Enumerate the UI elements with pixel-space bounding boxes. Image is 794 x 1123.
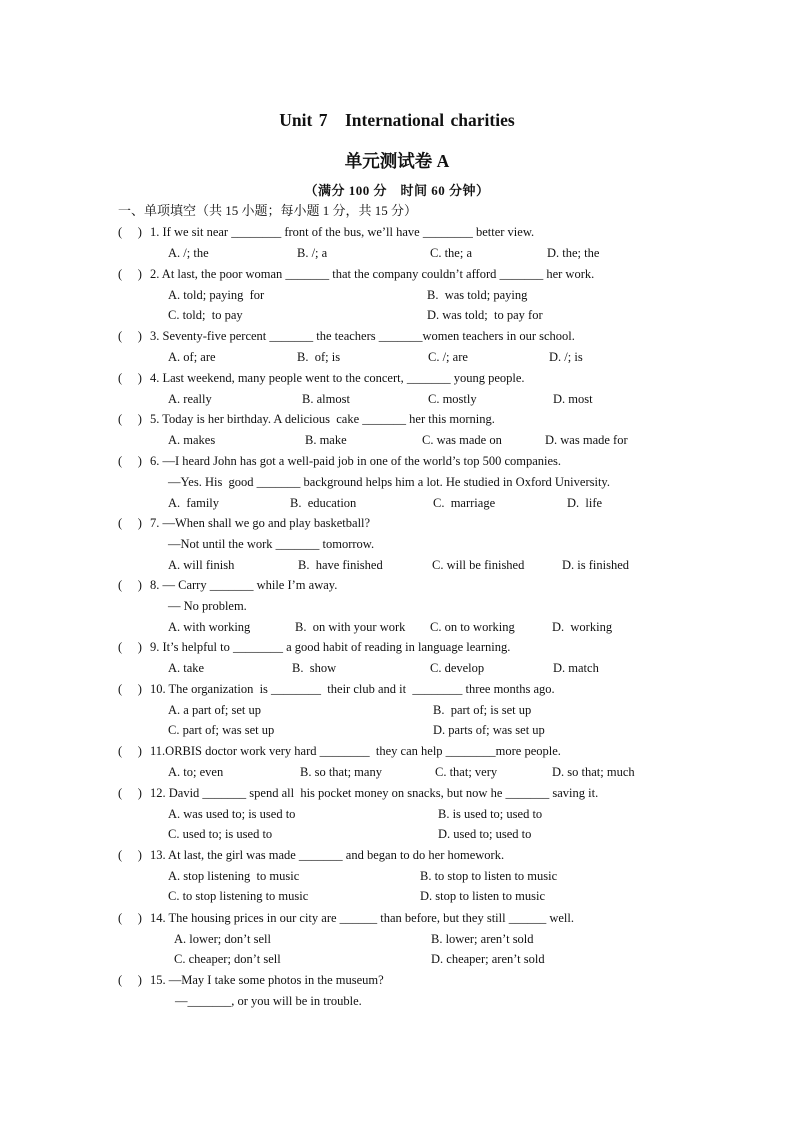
question-stem	[118, 743, 561, 759]
question-stem	[118, 639, 510, 655]
answer-option[interactable]: A. with working	[168, 620, 251, 634]
question-stem	[118, 411, 495, 427]
question-stem	[118, 785, 598, 801]
question-stem	[118, 972, 384, 988]
question-stem	[118, 370, 525, 386]
score-time-info: （满分 100 分 时间 60 分钟）	[304, 183, 490, 198]
question-stem	[118, 515, 370, 531]
answer-option[interactable]: A. take	[168, 661, 205, 675]
answer-bracket[interactable]: ( )	[118, 225, 142, 239]
answer-option[interactable]: C. /; are	[428, 350, 468, 364]
question-text: 6. —I heard John has got a well-paid job in one of the world’s top 500 companies.	[150, 454, 562, 468]
answer-option[interactable]: D. used to; used to	[438, 827, 532, 841]
answer-option[interactable]: A. was used to; is used to	[168, 807, 296, 821]
answer-option[interactable]: B. was told; paying	[427, 288, 528, 302]
answer-option[interactable]: D. is finished	[562, 558, 630, 572]
answer-option[interactable]: C. was made on	[422, 433, 502, 447]
answer-option[interactable]: D. life	[567, 496, 603, 510]
answer-option[interactable]: B. lower; aren’t sold	[431, 932, 534, 946]
answer-option[interactable]: C. the; a	[430, 246, 473, 260]
test-subtitle: 单元测试卷 A	[344, 151, 450, 171]
answer-option[interactable]: B. almost	[302, 392, 350, 406]
answer-option[interactable]: D. was told; to pay for	[427, 308, 543, 322]
answer-option[interactable]: A. to; even	[168, 765, 224, 779]
answer-option[interactable]: A. makes	[168, 433, 216, 447]
answer-option[interactable]: A. will finish	[168, 558, 235, 572]
answer-option[interactable]: C. develop	[430, 661, 485, 675]
answer-option[interactable]: C. cheaper; don’t sell	[174, 952, 281, 966]
answer-option[interactable]: C. mostly	[428, 392, 477, 406]
question-text: 3. Seventy-five percent _______ the teachers _______women teachers in our school.	[150, 329, 575, 343]
answer-bracket[interactable]: ( )	[118, 640, 142, 654]
answer-option[interactable]: D. most	[553, 392, 593, 406]
answer-option[interactable]: B. part of; is set up	[433, 703, 532, 717]
answer-bracket[interactable]: ( )	[118, 516, 142, 530]
answer-option[interactable]: A. really	[168, 392, 212, 406]
answer-option[interactable]: A. /; the	[168, 246, 209, 260]
answer-option[interactable]: D. working	[552, 620, 613, 634]
question-stem	[118, 681, 555, 697]
question-text: 13. At last, the girl was made _______ and began to do her homework.	[150, 848, 505, 862]
question-stem	[118, 328, 575, 344]
answer-option[interactable]: A. lower; don’t sell	[174, 932, 271, 946]
answer-option[interactable]: C. that; very	[435, 765, 498, 779]
question-stem	[118, 266, 594, 282]
question-text: 15. —May I take some photos in the museum?	[150, 973, 384, 987]
answer-option[interactable]: A. a part of; set up	[168, 703, 262, 717]
answer-option[interactable]: B. so that; many	[300, 765, 382, 779]
question-stem	[118, 910, 574, 926]
answer-option[interactable]: A. told; paying for	[168, 288, 265, 302]
answer-option[interactable]: D. was made for	[545, 433, 628, 447]
answer-bracket[interactable]: ( )	[118, 744, 142, 758]
answer-option[interactable]: A. family	[168, 496, 220, 510]
answer-option[interactable]: D. parts of; was set up	[433, 723, 545, 737]
answer-option[interactable]: D. /; is	[549, 350, 583, 364]
answer-option[interactable]: C. part of; was set up	[168, 723, 275, 737]
answer-option[interactable]: D. so that; much	[552, 765, 635, 779]
answer-option[interactable]: C. will be finished	[432, 558, 525, 572]
question-text: 5. Today is her birthday. A delicious cake _______ her this morning.	[150, 412, 495, 426]
answer-option[interactable]: B. make	[305, 433, 347, 447]
answer-option[interactable]: B. have finished	[298, 558, 383, 572]
answer-bracket[interactable]: ( )	[118, 412, 142, 426]
question-reply: —Not until the work _______ tomorrow.	[168, 537, 375, 551]
section-heading: 一、单项填空（共 15 小题；每小题 1 分，共 15 分）	[118, 203, 418, 218]
question-stem	[118, 224, 534, 240]
answer-bracket[interactable]: ( )	[118, 578, 142, 592]
question-stem	[118, 847, 504, 863]
unit-title: Unit 7 International charities	[279, 110, 515, 130]
answer-bracket[interactable]: ( )	[118, 911, 142, 925]
answer-option[interactable]: B. is used to; used to	[438, 807, 543, 821]
answer-bracket[interactable]: ( )	[118, 329, 142, 343]
answer-bracket[interactable]: ( )	[118, 371, 142, 385]
question-text: 11.ORBIS doctor work very hard ________ they can help ________more people.	[150, 744, 561, 758]
question-text: 9. It’s helpful to ________ a good habit of reading in language learning.	[150, 640, 511, 654]
answer-bracket[interactable]: ( )	[118, 848, 142, 862]
answer-option[interactable]: C. used to; is used to	[168, 827, 273, 841]
answer-option[interactable]: B. education	[290, 496, 357, 510]
answer-option[interactable]: B. show	[292, 661, 337, 675]
question-reply: —_______, or you will be in trouble.	[175, 994, 362, 1008]
answer-option[interactable]: C. on to working	[430, 620, 515, 634]
answer-option[interactable]: D. match	[553, 661, 599, 675]
answer-option[interactable]: A. stop listening to music	[168, 869, 300, 883]
answer-option[interactable]: B. of; is	[297, 350, 341, 364]
question-reply: —Yes. His good _______ background helps him a lot. He studied in Oxford University.	[168, 475, 610, 489]
question-text: 2. At last, the poor woman _______ that the company couldn’t afford _______ her work.	[150, 267, 595, 281]
answer-option[interactable]: C. to stop listening to music	[168, 889, 309, 903]
answer-bracket[interactable]: ( )	[118, 973, 142, 987]
question-reply: — No problem.	[168, 599, 247, 613]
question-stem	[118, 453, 561, 469]
answer-option[interactable]: D. the; the	[547, 246, 600, 260]
question-text: 14. The housing prices in our city are ______ than before, but they still ______ well.	[150, 911, 574, 925]
answer-option[interactable]: B. to stop to listen to music	[420, 869, 558, 883]
question-stem	[118, 577, 337, 593]
question-text: 12. David _______ spend all his pocket money on snacks, but now he _______ saving it.	[150, 786, 599, 800]
answer-option[interactable]: B. /; a	[297, 246, 328, 260]
question-text: 7. —When shall we go and play basketball?	[150, 516, 371, 530]
question-text: 10. The organization is ________ their club and it ________ three months ago.	[150, 682, 555, 696]
question-text: 4. Last weekend, many people went to the concert, _______ young people.	[150, 371, 525, 385]
answer-option[interactable]: B. on with your work	[295, 620, 406, 634]
answer-option[interactable]: C. told; to pay	[168, 308, 243, 322]
question-text: 8. — Carry _______ while I’m away.	[150, 578, 338, 592]
answer-option[interactable]: D. stop to listen to music	[420, 889, 545, 903]
answer-bracket[interactable]: ( )	[118, 267, 142, 281]
question-text: 1. If we sit near ________ front of the bus, we’ll have ________ better view.	[150, 225, 535, 239]
answer-option[interactable]: A. of; are	[168, 350, 216, 364]
answer-option[interactable]: C. marriage	[433, 496, 496, 510]
answer-bracket[interactable]: ( )	[118, 682, 142, 696]
answer-bracket[interactable]: ( )	[118, 786, 142, 800]
answer-bracket[interactable]: ( )	[118, 454, 142, 468]
answer-option[interactable]: D. cheaper; aren’t sold	[431, 952, 545, 966]
